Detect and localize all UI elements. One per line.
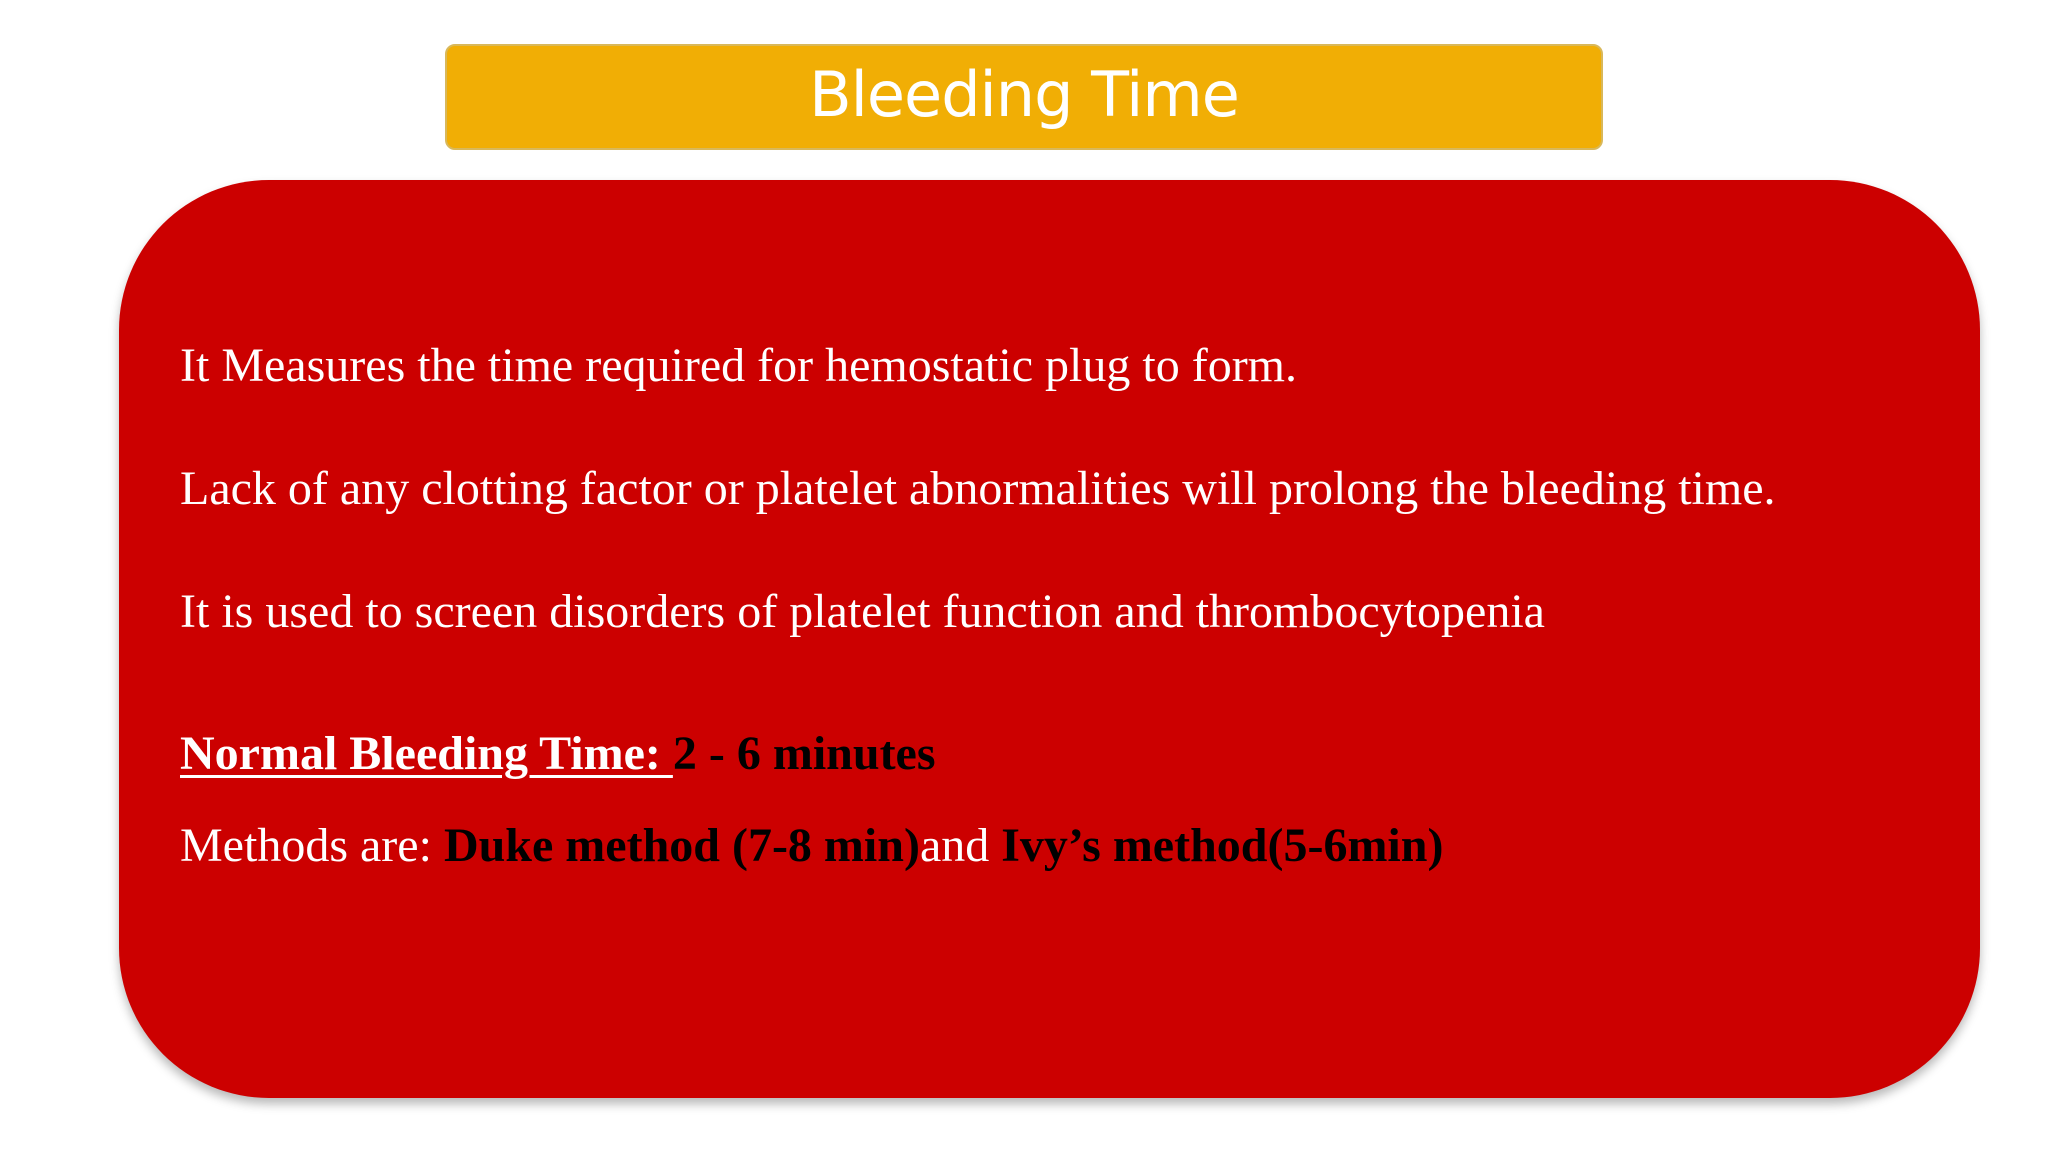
ivy-method: Ivy’s method(5-6min) <box>1001 819 1444 872</box>
content-panel <box>119 180 1980 1098</box>
normal-bleeding-time-label: Normal Bleeding Time: <box>180 727 673 780</box>
paragraph-screening: It is used to screen disorders of platelet function and thrombocytopenia <box>180 585 1545 638</box>
paragraph-clotting-factor: Lack of any clotting factor or platelet abnormalities will prolong the bleeding time. <box>180 462 1776 515</box>
methods-and: and <box>919 819 1002 872</box>
methods-label: Methods are: <box>180 819 444 872</box>
duke-method: Duke method (7-8 min) <box>443 819 920 872</box>
slide-title: Bleeding Time <box>809 58 1239 131</box>
normal-bleeding-time-value: 2 - 6 minutes <box>672 727 936 780</box>
paragraph-hemostatic-plug: It Measures the time required for hemostatic plug to form. <box>180 339 1298 392</box>
methods-line <box>180 819 1444 872</box>
title-banner <box>445 44 1603 150</box>
normal-bleeding-time <box>180 727 936 780</box>
